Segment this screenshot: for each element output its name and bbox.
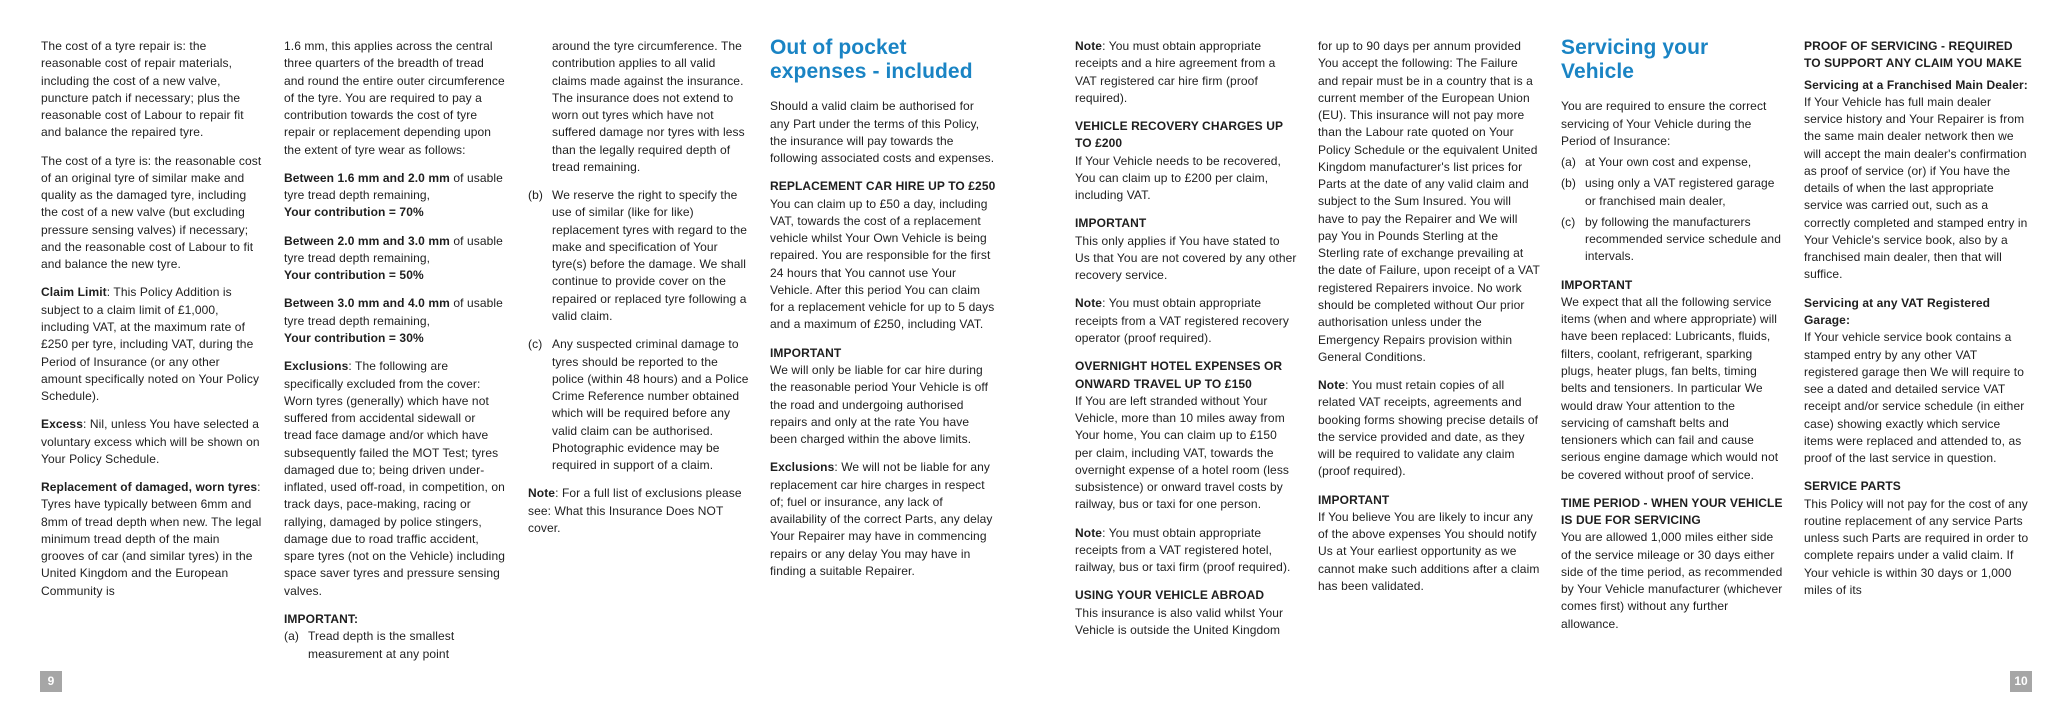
exclusions-note-text: : For a full list of exclusions please see: What this Insurance Does NOT cover. [528, 486, 742, 535]
franchised-dealer-heading: Servicing at a Franchised Main Dealer: [1804, 77, 2028, 92]
servicing-important-text: We expect that all the following service items (when and where appropriate) will have been replaced: Lubricants, fluids, filters, coolant, refrigerant, sparking plugs, heater plugs, fan belts, timing belts and tensioners. In particular We would draw Your attention to the servicing of camshaft belts and tensioners which can fail and cause serious engine damage which would not be covered without proof of service. [1561, 294, 1779, 482]
recovery-text: If Your Vehicle needs to be recovered, You can claim up to £200 per claim, including VAT. [1075, 153, 1281, 203]
servicing-item-c-marker: (c) [1561, 214, 1576, 229]
item-a-marker: (a) [284, 629, 299, 644]
out-of-pocket-intro: Should a valid claim be authorised for any Part under the terms of this Policy, the insurance will pay towards the following associated costs and expenses. [770, 99, 995, 166]
replacement-text: : Tyres have typically between 6mm and 8mm of tread depth when new. The legal minimum tread depth of the main grooves of car (and similar tyres) in the United Kingdom and the European Community is [41, 480, 262, 598]
service-parts-heading: SERVICE PARTS [1804, 479, 1901, 494]
left-column-3 [528, 38, 750, 548]
tread-band-1 [284, 170, 506, 222]
tread-band-2-label: Between 2.0 mm and 3.0 mm [284, 233, 450, 248]
servicing-item-c-text: by following the manufacturers recommended service schedule and intervals. [1585, 214, 1781, 264]
tyre-important-item-c [528, 336, 750, 474]
recovery-note-text: : You must obtain appropriate receipts from a VAT registered recovery operator (proof required). [1075, 296, 1289, 345]
receipts-note-text: : You must retain copies of all related VAT receipts, agreements and booking forms showing precise details of the service provided and date, as they will be required to validate any claim (proof required). [1318, 378, 1539, 479]
claim-limit-text: : This Policy Addition is subject to a claim limit of £1,000, including VAT, at the maximum rate of £250 per tyre, including VAT, during the Period of Insurance (or any other amount specifically noted on Your Policy Schedule). [41, 285, 260, 404]
tyre-important-item-b [528, 187, 750, 325]
excess-paragraph [41, 416, 263, 468]
time-period-heading: TIME PERIOD - WHEN YOUR VEHICLE IS DUE FOR SERVICING [1561, 495, 1783, 528]
exclusions-note-label: Note [528, 486, 556, 501]
hotel-note [1075, 525, 1297, 577]
tyre-important-item-a [284, 628, 506, 663]
recovery-important-text: This only applies if You have stated to Us that You are not covered by any other recovery service. [1075, 233, 1297, 283]
tread-band-2-text: of usable tyre tread depth remaining, [284, 233, 503, 265]
hotel-text: If You are left stranded without Your Vehicle, more than 10 miles away from Your home, You can claim up to £150 per claim, including VAT, towards the overnight expense of a hotel room (less subsistence) or onward travel costs by railway, bus or taxi for one person. [1075, 393, 1290, 512]
vat-garage-text: If Your vehicle service book contains a stamped entry by any other VAT registered garage then We will require to see a dated and detailed service VAT receipt and/or service schedule (in either case) showing exactly which service items were replaced and attended to, as proof of the last service in question. [1804, 330, 2025, 466]
servicing-important-heading: IMPORTANT [1561, 277, 1633, 292]
tread-band-1-contribution: Your contribution = 70% [284, 205, 424, 220]
servicing-item-a [1561, 154, 1783, 171]
abroad-conditions-paragraph: for up to 90 days per annum provided You accept the following: The Failure and repair must be in a country that is a current member of the European Union (EU). This insurance will not pay more than the Labour rate quoted on Your Policy Schedule or the equivalent United Kingdom manufacturer's list prices for Parts at the date of any valid claim and subject to the Sum Insured. You will have to pay the Repairer and We will pay You in Pounds Sterling at the Sterling rate of exchange prevailing at the date of Failure, upon receipt of a VAT registered Repairers invoice. No work should be completed without Our prior authorisation unless under the Emergency Repairs provision within General Conditions. [1318, 39, 1540, 364]
tread-band-1-label: Between 1.6 mm and 2.0 mm [284, 170, 450, 185]
vat-garage-heading: Servicing at any VAT Registered Garage: [1804, 295, 1991, 327]
page-right [1024, 0, 2048, 724]
tread-band-3-label: Between 3.0 mm and 4.0 mm [284, 296, 450, 311]
excess-text: : Nil, unless You have selected a voluntary excess which will be shown on Your Policy Schedule. [41, 417, 260, 466]
right-column-2 [1318, 38, 1540, 606]
left-column-4 [770, 38, 996, 591]
expenses-important-text: If You believe You are likely to incur any of the above expenses You should notify Us at Your earliest opportunity as we cannot make such additions after a claim has been validated. [1318, 509, 1540, 593]
left-column-2 [284, 38, 506, 663]
hotel-note-text: : You must obtain appropriate receipts from a VAT registered hotel, railway, bus or taxi firm (proof required). [1075, 525, 1291, 575]
service-parts-text: This Policy will not pay for the cost of any routine replacement of any service Parts unless such Parts are required in order to complete repairs under a valid claim. If Your vehicle is within 30 days or 1,000 miles of its [1804, 496, 2029, 597]
item-c-text: Any suspected criminal damage to tyres should be reported to the police (within 48 hours) and a Police Crime Reference number obtained which will be required before any valid claim can be authorised. Photographic evidence may be required in support of a claim. [552, 337, 749, 473]
replacement-label: Replacement of damaged, worn tyres [41, 480, 258, 495]
tread-band-2-contribution: Your contribution = 50% [284, 268, 424, 283]
recovery-important-heading: IMPORTANT [1075, 216, 1147, 231]
right-column-3 [1561, 38, 1783, 644]
tyre-exclusions-label: Exclusions [284, 359, 349, 374]
tyre-repair-cost-paragraph: The cost of a tyre repair is: the reasonable cost of repair materials, including the cost of a new valve, puncture patch if necessary; plus the reasonable cost of Labour to repair fit and balance the repaired tyre. [41, 39, 244, 140]
tyre-important-heading: IMPORTANT: [284, 611, 359, 626]
servicing-item-c [1561, 214, 1783, 266]
servicing-item-b-marker: (b) [1561, 176, 1576, 191]
tyre-exclusions-paragraph [284, 358, 506, 600]
exclusions-note [528, 485, 750, 537]
servicing-item-a-marker: (a) [1561, 155, 1576, 170]
tread-band-3-text: of usable tyre tread depth remaining, [284, 296, 503, 328]
tread-band-2 [284, 233, 506, 285]
proof-of-servicing-heading: PROOF OF SERVICING - REQUIRED TO SUPPORT ANY CLAIM YOU MAKE [1804, 39, 2022, 71]
car-hire-text: You can claim up to £50 a day, including VAT, towards the cost of a replacement vehicle whilst Your Own Vehicle is being repaired. You are responsible for the first 24 hours that You cannot use Your Vehicle. After this period You can claim for a replacement vehicle for up to 5 days and a maximum of £250, including VAT. [770, 196, 995, 332]
servicing-intro: You are required to ensure the correct servicing of Your Vehicle during the Period of Insurance: [1561, 99, 1767, 148]
item-a-text: Tread depth is the smallest measurement at any point [308, 629, 455, 661]
car-hire-heading: REPLACEMENT CAR HIRE UP TO £250 [770, 179, 996, 194]
tread-depth-paragraph: 1.6 mm, this applies across the central three quarters of the breadth of tread and round the entire outer circumference of the tyre. You are required to pay a contribution towards the cost of tyre repair or replacement depending upon the extent of tyre wear as follows: [284, 39, 505, 157]
car-hire-note-text: : You must obtain appropriate receipts and a hire agreement from a VAT registered car hire firm (proof required). [1075, 39, 1276, 105]
claim-limit-paragraph [41, 284, 263, 405]
recovery-note [1075, 295, 1297, 347]
receipts-note-label: Note [1318, 378, 1346, 393]
recovery-note-label: Note [1075, 296, 1103, 311]
recovery-heading: VEHICLE RECOVERY CHARGES UP TO £200 [1075, 119, 1283, 151]
left-column-1 [41, 38, 263, 611]
car-hire-note-label: Note [1075, 39, 1103, 53]
servicing-item-a-text: at Your own cost and expense, [1585, 155, 1752, 170]
car-hire-important-text: We will only be liable for car hire during the reasonable period Your Vehicle is off the road and undergoing authorised repairs and only at the rate You have been charged within the above limits. [770, 363, 989, 447]
hotel-heading: OVERNIGHT HOTEL EXPENSES OR ONWARD TRAVEL UP TO £150 [1075, 359, 1283, 391]
car-hire-exclusions [770, 459, 996, 580]
item-b-marker: (b) [528, 188, 543, 203]
receipts-note [1318, 377, 1540, 481]
tyre-exclusions-text: : The following are specifically excluded from the cover: Worn tyres (generally) which have not suffered from accidental sidewall or tread face damage and/or which have subsequently failed the MOT Test; tyres damaged due to; being driven under-inflated, used off-road, in competition, on track days, pace-making, racing or rallying, damaged by police stingers, damage due to road traffic accident, spare tyres (not on the Vehicle) including space saver tyres and pressure sensing valves. [284, 359, 505, 598]
car-hire-important-heading: IMPORTANT [770, 345, 842, 360]
replacement-paragraph [41, 479, 263, 600]
servicing-item-b [1561, 175, 1783, 210]
tread-band-1-text: of usable tyre tread depth remaining, [284, 170, 503, 203]
car-hire-exclusions-text: : We will not be liable for any replacement car hire charges in respect of; fuel or insurance, any lack of availability of the correct Parts, any delay Your Repairer may have in commencing repairs or any delay You may have in finding a suitable Repairer. [770, 460, 993, 578]
franchised-dealer-text: If Your Vehicle has full main dealer service history and Your Repairer is from the same main dealer network then we will accept the main dealer's confirmation as proof of service (or) if You have the details of when the last appropriate service was carried out, such as a correctly completed and stamped entry in Your Vehicle's service book, also by a franchised main dealer, then that will suffice. [1804, 94, 2028, 282]
item-c-marker: (c) [528, 337, 543, 352]
abroad-heading: USING YOUR VEHICLE ABROAD [1075, 588, 1265, 603]
excess-label: Excess [41, 417, 83, 432]
servicing-heading: Servicing your Vehicle [1561, 36, 1709, 84]
right-column-1 [1075, 38, 1297, 639]
out-of-pocket-heading: Out of pocket expenses - included [770, 36, 973, 84]
tread-band-3 [284, 295, 506, 347]
claim-limit-label: Claim Limit [41, 285, 107, 300]
right-column-4 [1804, 38, 2030, 599]
time-period-text: You are allowed 1,000 miles either side of the service mileage or 30 days either side of the time period, as recommended by Your Vehicle manufacturer (whichever comes first) without any further allowance. [1561, 530, 1783, 631]
servicing-item-b-text: using only a VAT registered garage or franchised main dealer, [1585, 176, 1775, 208]
page-number-right: 10 [2010, 671, 2032, 692]
tread-band-3-contribution: Your contribution = 30% [284, 330, 424, 345]
item-b-text: We reserve the right to specify the use of similar (like for like) replacement tyres with regard to the make and specification of Your tyre(s) before the damage. We shall continue to provide cover on the repaired or replaced tyre following a valid claim. [552, 188, 748, 323]
tyre-cost-paragraph: The cost of a tyre is: the reasonable cost of an original tyre of similar make and quality as the damaged tyre, including the cost of a new valve (but excluding pressure sensing valves) if necessary; and the reasonable cost of Labour to fit and balance the new tyre. [41, 153, 262, 272]
car-hire-exclusions-label: Exclusions [770, 460, 835, 475]
abroad-text: This insurance is also valid whilst Your Vehicle is outside the United Kingdom [1075, 605, 1284, 637]
car-hire-note [1075, 38, 1297, 107]
hotel-note-label: Note [1075, 525, 1103, 540]
tyre-contribution-continued: around the tyre circumference. The contribution applies to all valid claims made against the insurance. The insurance does not extend to worn out tyres which have not suffered damage nor tyres with less than the legally required depth of tread remaining. [552, 39, 745, 174]
expenses-important-heading: IMPORTANT [1318, 492, 1390, 507]
page-number-left: 9 [40, 671, 62, 692]
